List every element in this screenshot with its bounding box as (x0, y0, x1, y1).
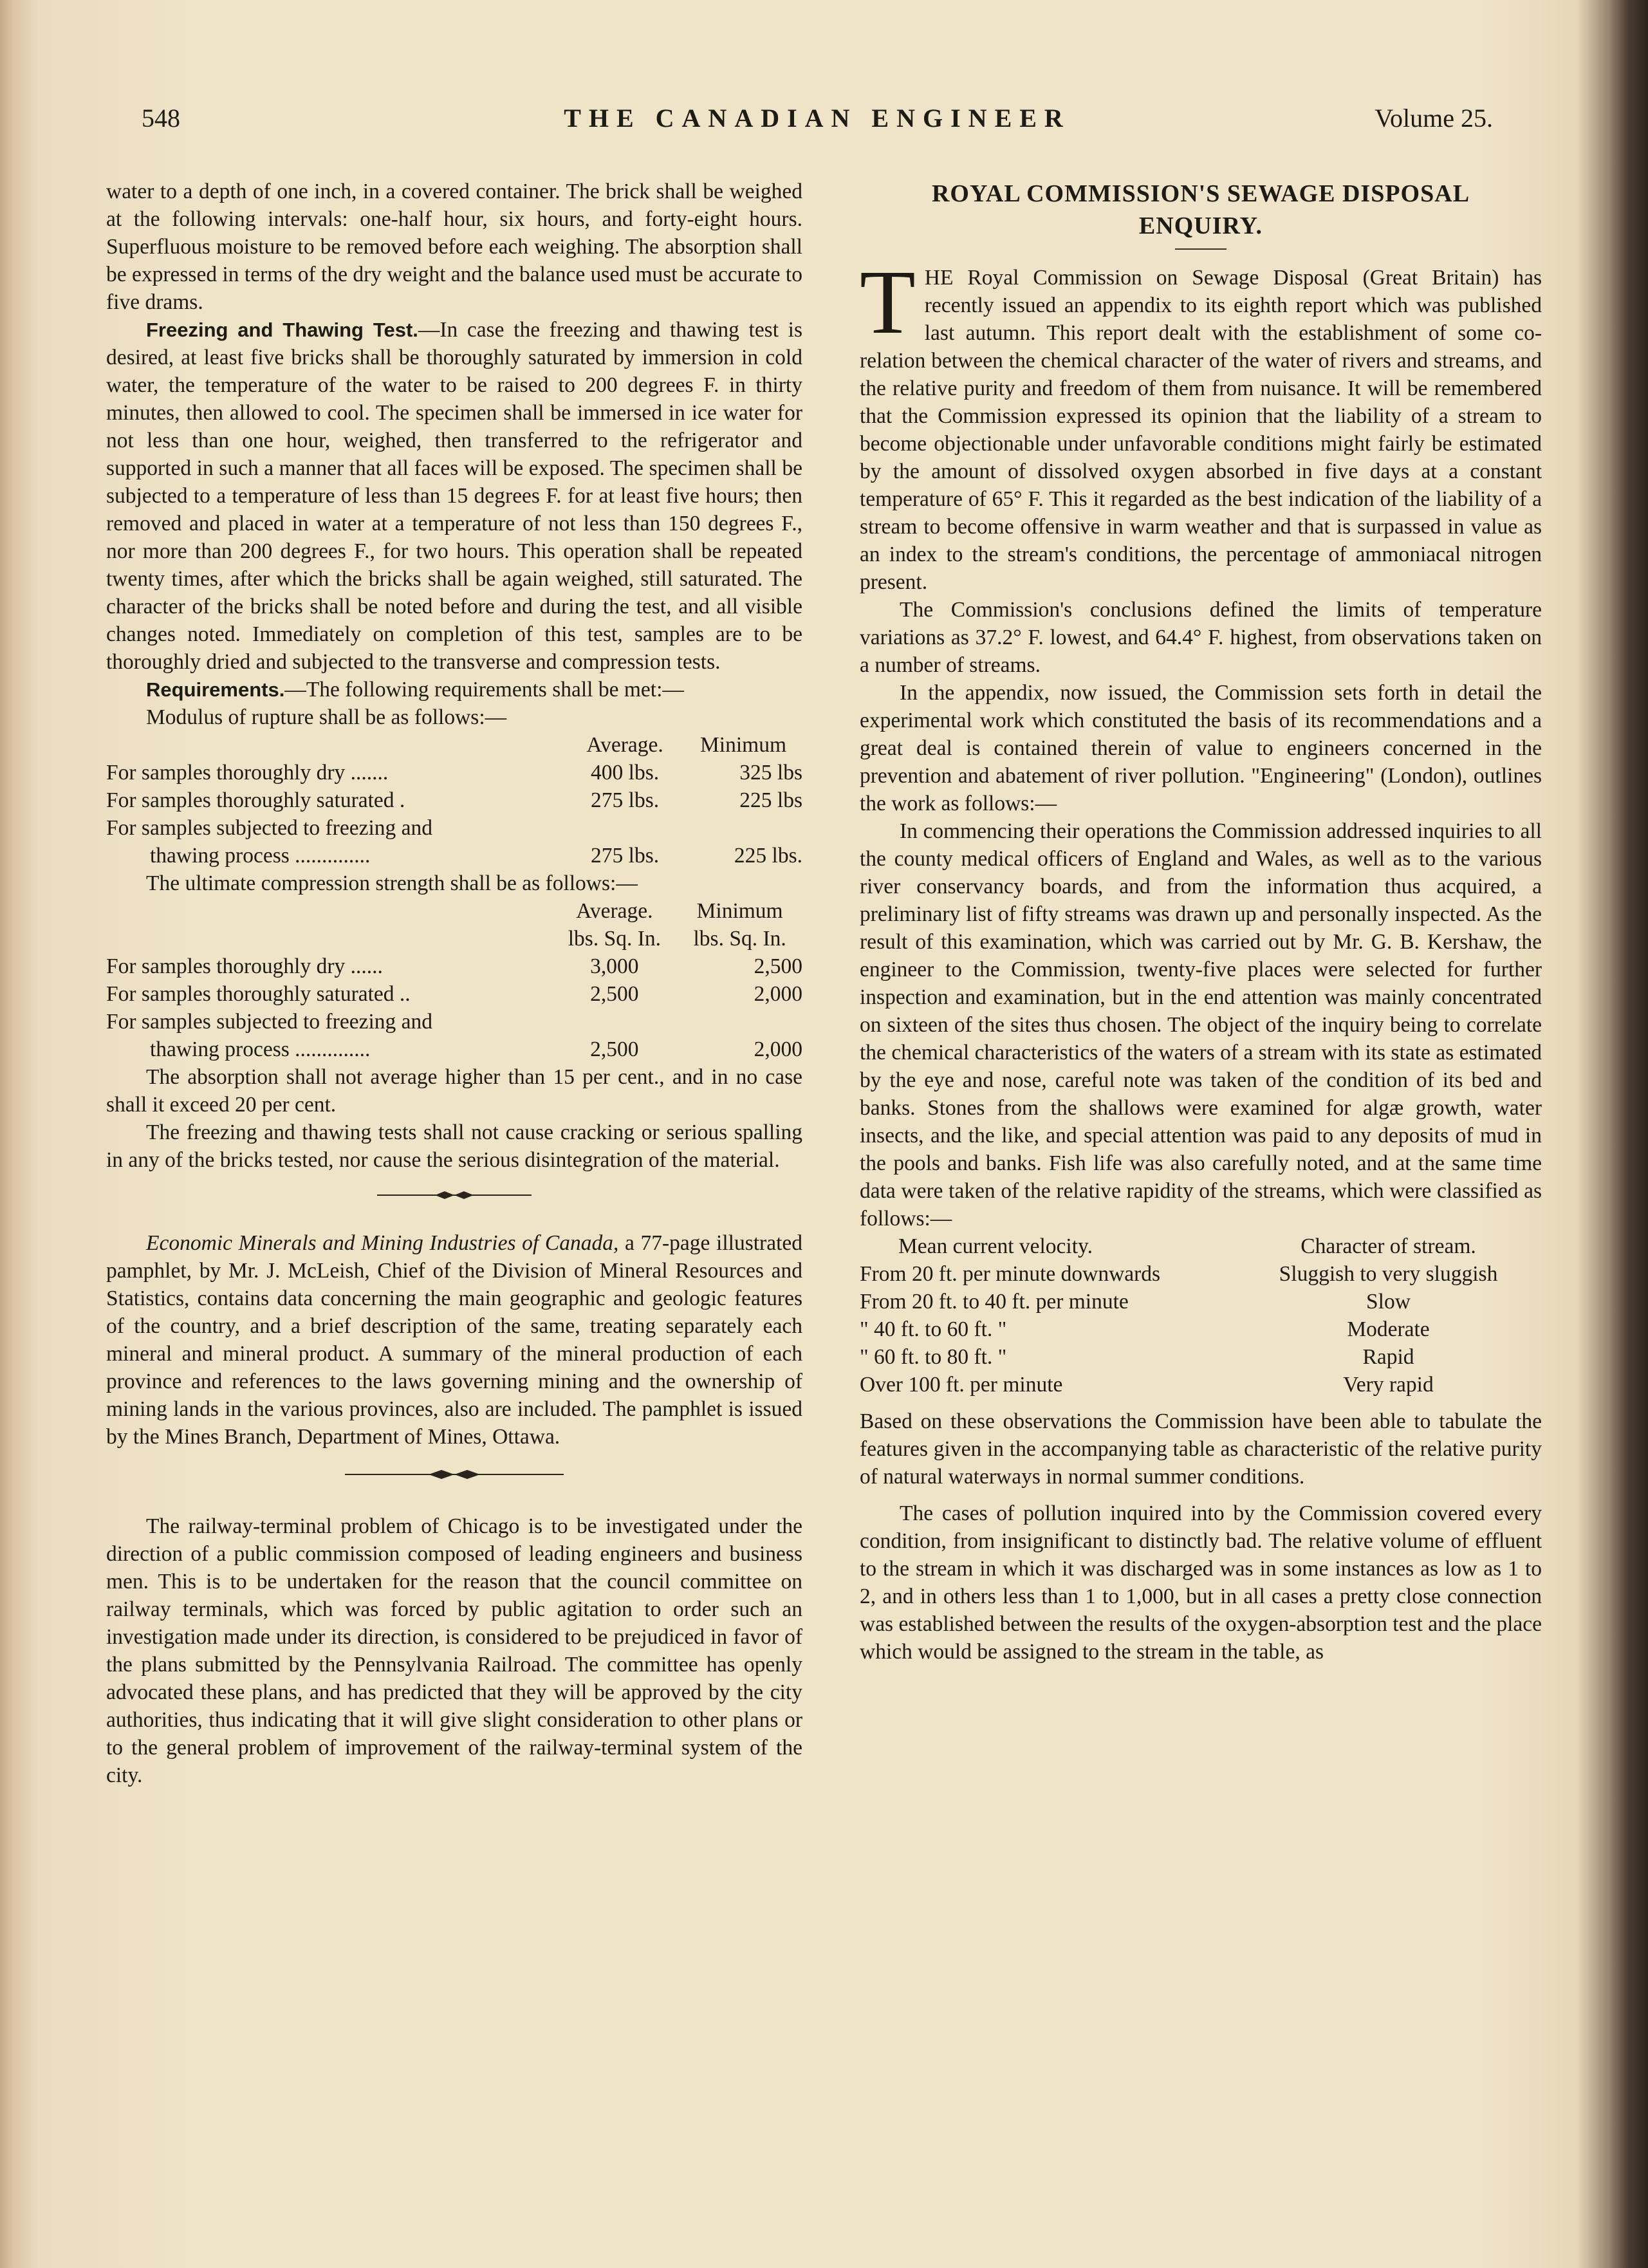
character-header: Character of stream. (1301, 1234, 1476, 1258)
compression-average: 3,000 (590, 954, 639, 978)
chicago-paragraph: The railway-terminal problem of Chicago is to be investigated under the direction of a public commission composed of leading engineers and business men. This is to be undertaken for the reason that the council committee on railway terminals, which was forced by public agitation to order such an investigation made under its direction, is considered to be prejudiced in favor of the plans submitted by the Pennsylvania Railroad. The committee has openly advocated these plans, and has predicted that they will be approved by the city authorities, thus indicating that it will give slight consideration to other plans or to the general problem of improvement of the railway-terminal system of the city. (106, 1514, 802, 1787)
modulus-table (106, 731, 802, 869)
observations-paragraph: Based on these observations the Commission have been able to tabulate the features given in the accompanying table as characteristic of the relative purity of natural waterways in normal summer conditions. (860, 1409, 1542, 1489)
velocity-value: From 20 ft. per minute downwards (860, 1262, 1161, 1286)
intro-paragraph (860, 251, 1542, 596)
modulus-label: For samples thoroughly saturated . (106, 788, 405, 812)
minerals-title: Economic Minerals and Mining Industries of Canada, (146, 1231, 619, 1255)
compression-average: 2,500 (590, 1037, 639, 1061)
modulus-intro: Modulus of rupture shall be as follows:— (146, 705, 507, 729)
conclusions-paragraph: The Commission's conclusions defined the limits of temperature variations as 37.2° F. lowest, and 64.4° F. highest, from observations taken on a number of streams. (860, 598, 1542, 677)
compression-row (106, 953, 802, 980)
requirements-heading: Requirements. (146, 678, 285, 701)
compression-avg-header: Average. (576, 899, 653, 923)
modulus-row (106, 842, 802, 869)
divider-ornament-icon (371, 1185, 538, 1205)
compression-label: For samples thoroughly saturated .. (106, 982, 411, 1006)
velocity-header: Mean current velocity. (898, 1234, 1093, 1258)
modulus-header-row (106, 731, 802, 759)
velocity-value: " 60 ft. to 80 ft. " (860, 1345, 1007, 1369)
requirements-paragraph (106, 676, 802, 703)
operations-paragraph: In commencing their operations the Commission addressed inquiries to all the county medical officers of England and Wales, as well as to the various river conservancy boards, and from the information thus acquired, a preliminary list of fifty streams was drawn up and personally inspected. As the result of this examination, which was carried out by Mr. G. B. Kershaw, the engineer to the Commission, twenty-five places were selected for further inspection and examination, but in the end attention was mainly concentrated on sixteen of the sites thus chosen. The object of the inquiry being to correlate the chemical characteristics of the waters of a stream with its state as estimated by the eye and nose, careful note was taken of the condition of its bed and banks. Stones from the shallows were examined for algæ growth, water insects, and the like, and special attention was paid to any deposits of mud in the pools and banks. Fish life was also carefully noted, and at the same time data were taken of the relative rapidity of the streams, which were classified as follows:— (860, 819, 1542, 1231)
velocity-row (860, 1371, 1542, 1399)
freezing-text: —In case the freezing and thawing test is desired, at least five bricks shall be thoroughly saturated by immersion in cold water, the temperature of the water to be raised to 200 degrees F. in thirty minutes, then allowed to cool. The specimen shall be immersed in ice water for not less than one hour, weighed, then transferred to the refrigerator and supported in such a manner that all faces will be exposed. The specimen shall be subjected to a temperature of less than 15 degrees F. for at least five hours; then removed and placed in water at a temperature of not less than 150 degrees F., nor more than 200 degrees F., for two hours. This operation shall be repeated twenty times, after which the bricks shall be again weighed, still saturated. The character of the bricks shall be noted before and during the test, and all visible changes noted. Immediately on completion of this test, samples are to be thoroughly dried and subjected to the transverse and compression tests. (106, 318, 802, 674)
journal-title: THE CANADIAN ENGINEER (564, 104, 1071, 133)
compression-minimum: 2,000 (754, 982, 802, 1006)
velocity-header-row (860, 1232, 1542, 1260)
compression-intro: The ultimate compression strength shall be as follows:— (146, 871, 638, 895)
article-title-line-2: ENQUIRY. (1138, 212, 1263, 239)
minerals-text: a 77-page illustrated pamphlet, by Mr. J. McLeish, Chief of the Division of Mineral Resources and Statistics, contains data concerning the main geographic and geologic features of the country, and a brief description of the same, treating separately each mineral and mineral product. A summary of the mineral production of each province and references to the laws governing mining and the ownership of mining lands in the various provinces, also are included. The pamphlet is issued by the Mines Branch, Department of Mines, Ottawa. (106, 1231, 802, 1449)
compression-min-header: Minimum (696, 899, 783, 923)
freezing-limit-paragraph: The freezing and thawing tests shall not cause cracking or serious spalling in any of the bricks tested, nor cause the serious disintegration of the material. (106, 1120, 802, 1172)
intro-text: HE Royal Commission on Sewage Disposal (Great Britain) has recently issued an appendix to its eighth report which was published last autumn. This report dealt with the establishment of some co-relation between the chemical character of the water of rivers and streams, and the relative purity and freedom of them from nuisance. It will be remembered that the Commission expressed its opinion that the liability of a stream to become objectionable under unfavorable conditions might fairly be estimated by the amount of dissolved oxygen absorbed in five days at a constant temperature of 65° F. This it regarded as the best indication of the liability of a stream to become offensive in warm weather and that is surpassed in value as an index to the stream's conditions, the percentage of ammoniacal nitrogen present. (860, 266, 1542, 594)
compression-label: For samples subjected to freezing and (106, 1010, 432, 1034)
stream-character: Moderate (1347, 1317, 1430, 1341)
freezing-paragraph (106, 316, 802, 676)
modulus-average: 275 lbs. (591, 844, 660, 868)
velocity-table (860, 1232, 1542, 1399)
compression-average: 2,500 (590, 982, 639, 1006)
modulus-average (566, 814, 684, 842)
compression-table (106, 897, 802, 1063)
modulus-minimum: 225 lbs. (734, 844, 802, 868)
page-number: 548 (142, 104, 180, 133)
compression-header-row (106, 897, 802, 925)
absorption-paragraph: water to a depth of one inch, in a covered container. The brick shall be weighed at the following intervals: one-half hour, six hours, and forty-eight hours. Superfluous moisture to be removed before each weighing. The absorption shall be expressed in terms of the dry weight and the balance used must be accurate to five drams. (106, 180, 802, 314)
compression-row (106, 1008, 802, 1036)
modulus-label: thawing process .............. (150, 844, 371, 868)
stream-character: Sluggish to very sluggish (1279, 1262, 1498, 1286)
modulus-minimum (684, 814, 802, 842)
section-ornament (106, 1185, 802, 1216)
freezing-heading: Freezing and Thawing Test. (146, 319, 418, 341)
velocity-value: Over 100 ft. per minute (860, 1373, 1063, 1397)
modulus-avg-header: Average. (586, 733, 663, 757)
compression-min-unit: lbs. Sq. In. (693, 927, 786, 951)
stream-character: Very rapid (1343, 1373, 1434, 1397)
left-column (106, 178, 802, 1789)
absorption-limit-paragraph: The absorption shall not average higher than 15 per cent., and in no case shall it exceed 20 per cent. (106, 1065, 802, 1117)
section-ornament-2 (106, 1465, 802, 1496)
volume-label: Volume 25. (1375, 104, 1493, 133)
compression-minimum: 2,000 (754, 1037, 802, 1061)
title-rule (1175, 248, 1227, 250)
compression-units-row (106, 925, 802, 953)
modulus-min-header: Minimum (700, 733, 787, 757)
compression-row (106, 1036, 802, 1063)
minerals-paragraph (106, 1229, 802, 1451)
appendix-paragraph: In the appendix, now issued, the Commission sets forth in detail the experimental work which constituted the basis of its recommendations and a great deal is contained therein of value to engineers concerned in the prevention and abatement of river pollution. "Engineering" (London), outlines the work as follows:— (860, 681, 1542, 815)
velocity-row (860, 1315, 1542, 1343)
modulus-row (106, 786, 802, 814)
modulus-row (106, 759, 802, 786)
velocity-row (860, 1260, 1542, 1288)
velocity-value: " 40 ft. to 60 ft. " (860, 1317, 1007, 1341)
drop-cap: T (860, 251, 916, 353)
right-column (860, 178, 1542, 1666)
pollution-paragraph: The cases of pollution inquired into by the Commission covered every condition, from insignificant to distinctly bad. The relative volume of effluent to the stream in which it was discharged was in some instances as low as 1 to 2, and in others less than 1 to 1,000, but in all cases a pretty close connection was established between the results of the oxygen-absorption test and the place which would be assigned to the stream in the table, as (860, 1501, 1542, 1664)
article-title-line-1: ROYAL COMMISSION'S SEWAGE DISPOSAL (931, 180, 1470, 207)
article-title (860, 178, 1542, 242)
velocity-row (860, 1288, 1542, 1315)
compression-average (551, 1008, 677, 1036)
requirements-text: —The following requirements shall be met:— (284, 678, 684, 702)
modulus-minimum: 325 lbs (739, 761, 802, 785)
modulus-row (106, 814, 802, 842)
velocity-value: From 20 ft. to 40 ft. per minute (860, 1290, 1129, 1314)
modulus-average: 275 lbs. (591, 788, 660, 812)
modulus-average: 400 lbs. (591, 761, 660, 785)
compression-minimum: 2,500 (754, 954, 802, 978)
modulus-minimum: 225 lbs (739, 788, 802, 812)
compression-minimum (677, 1008, 802, 1036)
stream-character: Rapid (1362, 1345, 1414, 1369)
compression-row (106, 980, 802, 1008)
modulus-label: For samples thoroughly dry ....... (106, 761, 389, 785)
page-header (142, 103, 1493, 142)
stream-character: Slow (1366, 1290, 1411, 1314)
velocity-row (860, 1343, 1542, 1371)
modulus-label: For samples subjected to freezing and (106, 816, 432, 840)
compression-label: For samples thoroughly dry ...... (106, 954, 383, 978)
compression-avg-unit: lbs. Sq. In. (568, 927, 661, 951)
divider-ornament-icon (338, 1465, 570, 1484)
compression-label: thawing process .............. (150, 1037, 371, 1061)
